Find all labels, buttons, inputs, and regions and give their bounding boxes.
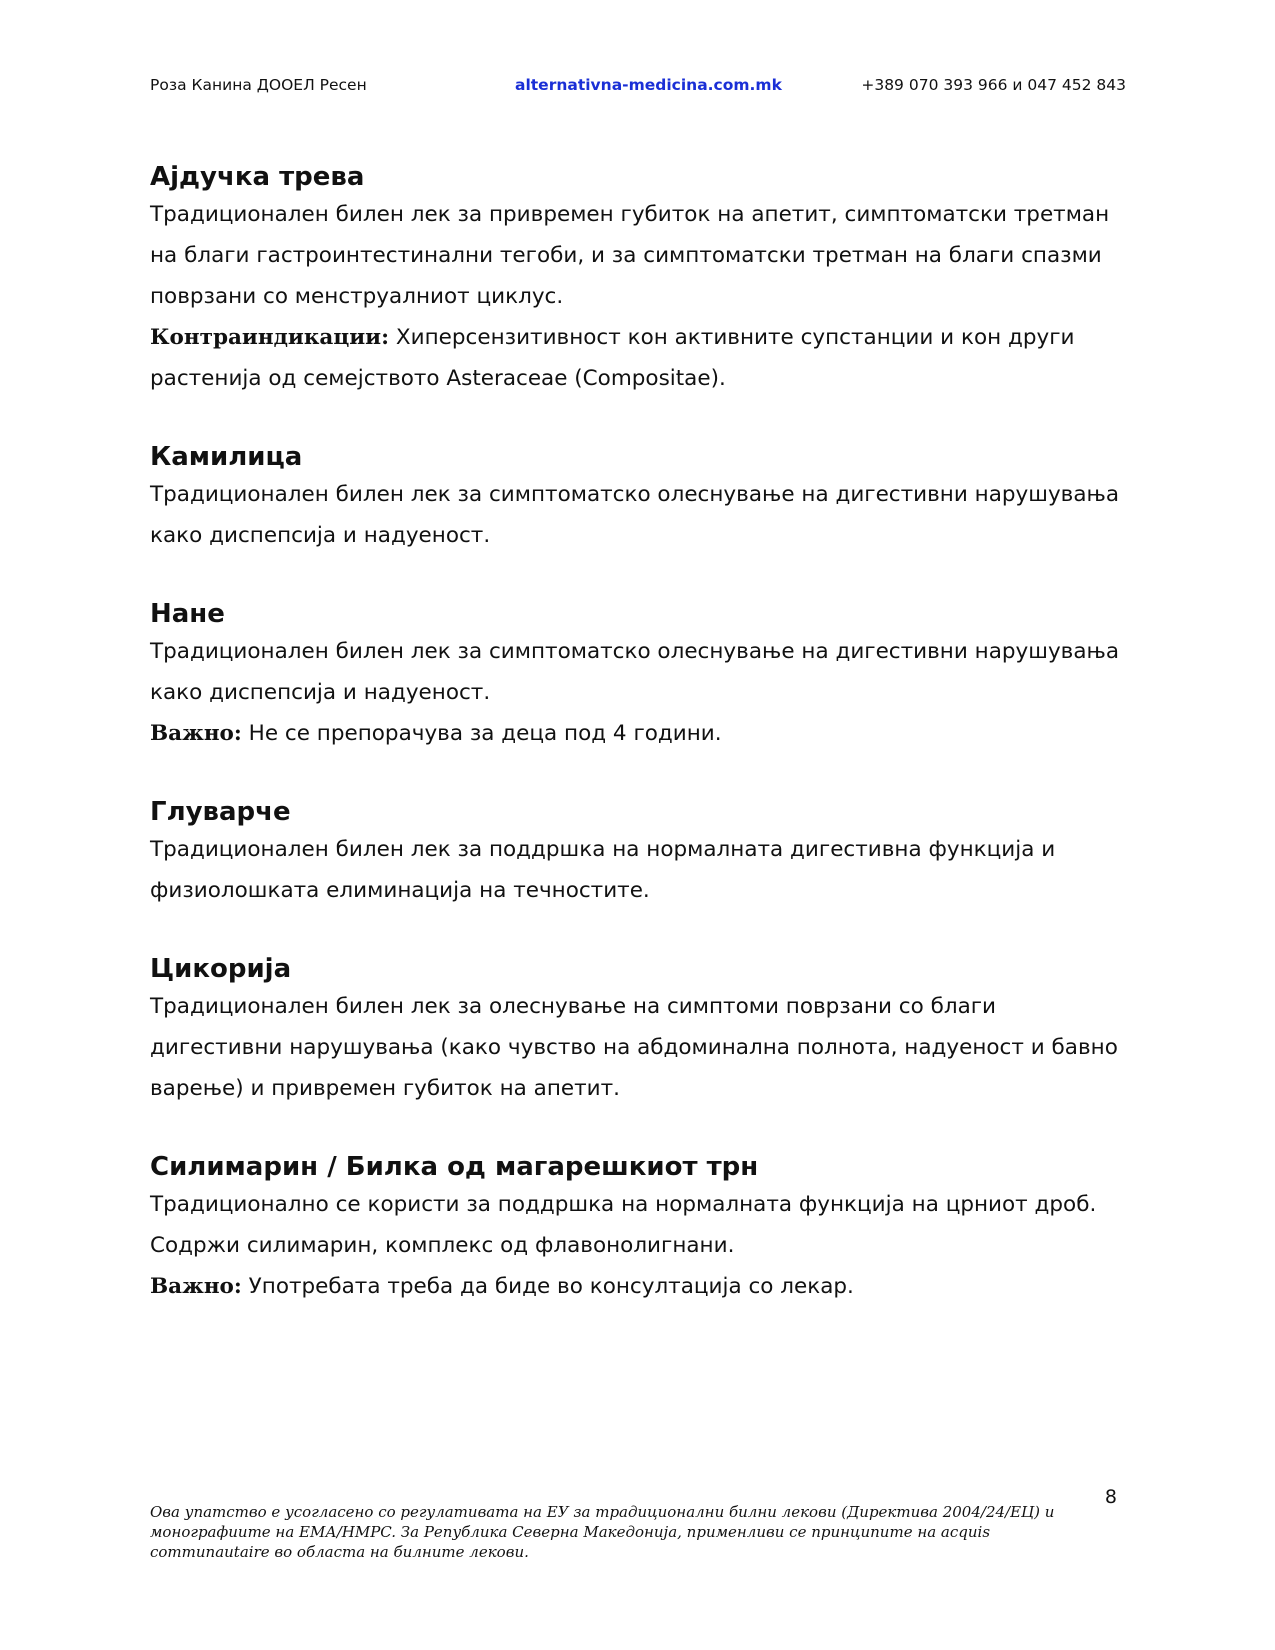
section-title: Силимарин / Билка од магарешкиот трн xyxy=(150,1152,759,1182)
section-title: Цикорија xyxy=(150,954,292,984)
section-cikorija xyxy=(150,952,1126,1109)
section-gluvarche xyxy=(150,795,1126,911)
section-body: Традиционален билен лек за симптоматско олеснување на дигестивни нарушувања како диспепсија и надуеност. xyxy=(150,639,1120,705)
regulatory-footer: Ова упатство е усогласено со регулативата на ЕУ за традиционални билни лекови (Директива 2004/24/ЕЦ) и монографиите на ЕМА/HMPC. За Република Северна Македонија, применливи се принципите на acquis communautaire во областа на билните лекови. xyxy=(150,1503,1055,1561)
main-content xyxy=(150,160,1126,1348)
note-label: Важно: xyxy=(150,1274,242,1299)
note-text: Употребата треба да биде во консултација со лекар. xyxy=(241,1274,854,1299)
section-title: Нане xyxy=(150,599,225,629)
page-header xyxy=(150,76,1126,100)
company-name: Роза Канина ДООЕЛ Ресен xyxy=(150,76,367,94)
section-body: Традиционално се користи за поддршка на нормалната функција на црниот дроб. Содржи силимарин, комплекс од флавонолигнани. xyxy=(150,1192,1097,1258)
section-body: Традиционален билен лек за поддршка на нормалната дигестивна функција и физиолошката елиминација на течностите. xyxy=(150,837,1056,903)
section-body: Традиционален билен лек за привремен губиток на апетит, симптоматски третман на благи гастроинтестинални тегоби, и за симптоматски третман на благи спазми поврзани со менструалниот циклус. xyxy=(150,202,1110,309)
section-title: Ајдучка трева xyxy=(150,162,365,192)
section-note xyxy=(150,317,1126,399)
section-body: Традиционален билен лек за олеснување на симптоми поврзани со благи дигестивни нарушувања (како чувство на абдоминална полнота, надуеност и бавно варење) и привремен губиток на апетит. xyxy=(150,994,1118,1101)
website-link[interactable]: alternativna-medicina.com.mk xyxy=(515,76,782,94)
section-title: Камилица xyxy=(150,442,303,472)
section-silimarin xyxy=(150,1150,1126,1307)
section-note xyxy=(150,1266,1126,1307)
note-text: Хиперсензитивност кон активните супстанции и кон други растенија од семејството Asteraceae (Compositae). xyxy=(150,325,1075,391)
section-kamilica xyxy=(150,440,1126,556)
note-label: Контраиндикации: xyxy=(150,325,390,350)
note-label: Важно: xyxy=(150,721,242,746)
section-ajduchka-treva xyxy=(150,160,1126,399)
page-number: 8 xyxy=(1104,1486,1117,1508)
note-text: Не се препорачува за деца под 4 години. xyxy=(241,721,722,746)
section-title: Глуварче xyxy=(150,797,291,827)
section-nane xyxy=(150,597,1126,754)
section-note xyxy=(150,713,1126,754)
phone-numbers: +389 070 393 966 и 047 452 843 xyxy=(861,76,1126,94)
section-body: Традиционален билен лек за симптоматско олеснување на дигестивни нарушувања како диспепсија и надуеност. xyxy=(150,482,1120,548)
